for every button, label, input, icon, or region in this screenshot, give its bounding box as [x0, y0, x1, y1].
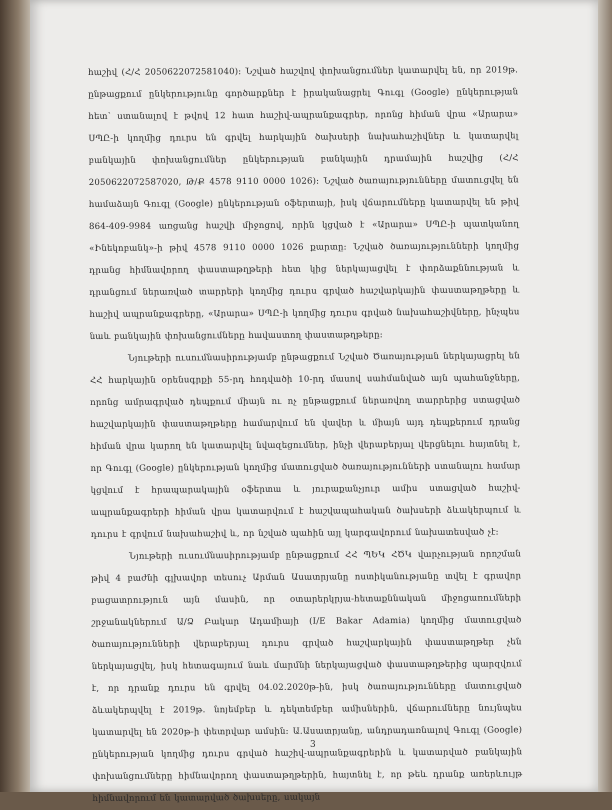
paragraph-1: հաշիվ (Հ/Հ 2050622072581040)։ Նշված հաշվով փոխանցումներ կատարվել են, որ 2019թ. ընթացքում ընկերությունը գործարքներ է իրականացրել Գուգլ (Google) ընկերության հետ՝ ստանալով է թվով 12 հատ հաշիվ-ապրանքագրեր, որոնց հիման վրա «Արարա» ՍՊԸ-ի կողմից դուրս են գրվել հարկային ծախսերի նախահաշիվներ և կատարվել բանկային փոխանցումներ ընկերության բանկային դրամային հաշվից (Հ/Հ 2050622072587020, Թ/Ք 4578 9110 0000 1026)։ Նշված ծառայությունները մատուցվել են համաձայն Գուգլ (Google) ընկերության օֆերտայի, իսկ վճարումները կատարվել են թիվ 864-409-9984 առցանց հաշվի միջոցով, որին կցված է «Արարա» ՍՊԸ-ի պատկանող «Ինեկոբանկ»-ի թիվ 4578 9110 0000 1026 քարտը։ Նշված ծառայությունների կողմից դրանց հիմնավորող փաստաթղթերի հետ կից ներկայացվել է փորձաքննության և դրանցում ներառված տարրերի կողմից դուրս գրված հաշվարկային փաստաթղթերը և հաշիվ ապրանքագրերը, «Արարա» ՍՊԸ-ի կողմից դուրս գրված նախահաշիվները, ինչպես նաև բանկային փոխանցումները հավաստող փաստաթղթերը։	[88, 65, 520, 342]
paragraph-2: Նյութերի ուսումնասիրությամբ ընթացքում Նշված Ծառայության ներկայացրել են ՀՀ հարկային օրենսգրքի 55-րդ հոդվածի 10-րդ մասով սահմանված այն պահանջները, որոնց ամրագրված դեպքում միայն ու ոչ ընթացքում ներառվող տարրերից ստացված հաշվարկային փաստաթղթերը համարվում են վավեր և միայն այդ դեպքերում դրանց հիման վրա կարող են կատարվել նվազեցումներ, ինչի վերաբերյալ վերցնելու հայտնել է, որ Գուգլ (Google) ընկերության կողմից մատուցված ծառայությունների ստանալու համար կցվում է հրապարակային օֆերտա և յուրաքանչյուր ամիս ստացված հաշիվ-ապրանքագրերի հիման վրա կատարվում է հաշվապահական ծախսերի ձևակերպում և դուրս է գրվում նախահաշիվ և, որ նշված պահին այլ կարգավորում նախատեսված չէ։	[89, 351, 521, 540]
document-body	[88, 59, 523, 810]
paragraph-3: Նյութերի ուսումնասիրությամբ ընթացքում ՀՀ ՊԵԿ ՀԾԿ վարչության որոշման թիվ 4 բաժնի գլխավոր տեսուչ Արման Ասատրյանը ոստիկանությանը տվել է գրավոր բացատրություն այն մասին, որ օտարերկրյա-հետաքննական միջոցառումների շրջանակներում Ա/Ձ Բակար Ադամիայի (I/E Bakar Adamia) կողմից մատուցված ծառայությունների վերաբերյալ դուրս գրված հաշվարկային փաստաթղթեր չեն ներկայացվել, իսկ հետագայում նաև մարմնի ներկայացված փաստաթղթերից պարզվում է, որ դրանք դուրս են գրվել 04.02.2020թ-ին, իսկ ծառայությունները մատուցված ձևակերպվել է 2019թ. նոյեմբեր և դեկտեմբեր ամիսներին, վճարումները նույնպես կատարվել են 2020թ-ի փետրվար ամսին։ Ա.Ասատրյանը, անդրադառնալով Գուգլ (Google) ընկերության կողմից դուրս գրված հաշիվ-ապրանքագրերին և կատարված բանկային փոխանցումները հիմնավորող փաստաթղթերին, հայտնել է, որ թեև դրանք առերևույթ հիմնավորում են կատարված ծախսերը, սակայն	[91, 549, 523, 804]
page-number: 3	[310, 740, 316, 750]
